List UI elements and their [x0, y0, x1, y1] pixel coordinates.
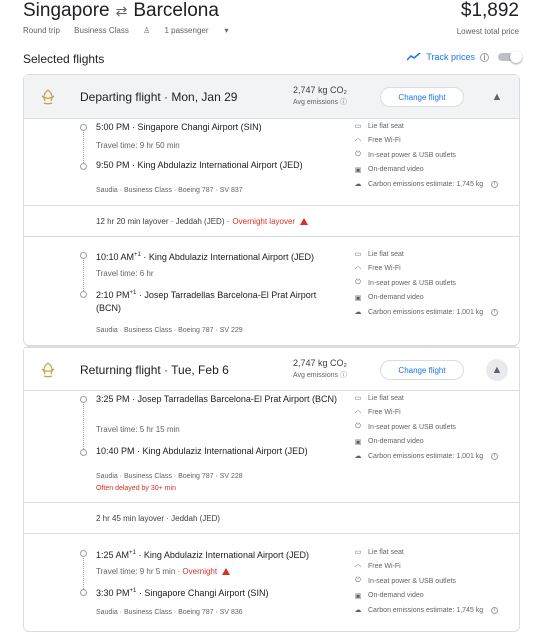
info-icon[interactable]: i — [491, 309, 498, 316]
power-icon: ⏻ — [355, 577, 361, 585]
seat-icon: ▭ — [354, 395, 362, 403]
amenity-item — [354, 276, 514, 291]
amenity-label: Lie flat seat — [368, 122, 404, 130]
arrival-dot — [80, 163, 87, 170]
saudia-logo-icon — [38, 87, 58, 107]
amenity-label: On-demand video — [368, 438, 424, 446]
arrival-dot — [80, 291, 87, 298]
departure-time: 3:25 PM — [96, 394, 130, 404]
travel-time-text: Travel time: 9 hr 5 min · — [96, 567, 181, 576]
departure-stop: 5:00 PM · Singapore Changi Airport (SIN) — [96, 122, 262, 132]
wifi-icon: ◠ — [354, 137, 362, 145]
amenity-label: Free Wi-Fi — [368, 265, 401, 273]
amenity-item — [354, 449, 514, 464]
arrival-time: 3:30 PM — [96, 588, 130, 598]
warning-icon — [300, 218, 308, 225]
departure-stop: 1:25 $AM^{+1}$ · King Abdulaziz International Airport (JED) — [96, 550, 309, 560]
timeline-line — [83, 404, 84, 449]
seat-icon: ▭ — [354, 123, 362, 131]
layover-text: 2 hr 45 min layover · Jeddah (JED) — [96, 513, 221, 523]
arrival-time: 10:40 PM — [96, 446, 135, 456]
overnight-warning: Overnight — [182, 567, 218, 576]
track-prices-label: Track prices — [426, 52, 475, 62]
amenities-list — [354, 545, 514, 618]
returning-flight-title: Returning flight · Tue, Feb 6 — [80, 363, 229, 377]
price-note: Lowest total price — [456, 27, 519, 36]
co2-estimate — [293, 85, 347, 107]
amenity-label: Lie flat seat — [368, 548, 404, 556]
arrival-airport: King Abdulaziz International Airport (JED) — [142, 446, 308, 456]
departure-dot — [80, 252, 87, 259]
amenity-item — [354, 134, 514, 149]
amenity-item — [354, 589, 514, 604]
passenger-selector[interactable] — [143, 26, 240, 35]
amenity-label: In-seat power & USB outlets — [368, 279, 456, 287]
timeline-line — [83, 260, 84, 291]
seat-icon: ▭ — [354, 549, 362, 557]
chevron-up-icon[interactable]: ▲ — [491, 91, 503, 103]
co2-note-label: Avg emissions — [293, 99, 339, 106]
departure-stop: 10:10 $AM^{+1}$ · King Abdulaziz International Airport (JED) — [96, 252, 314, 262]
departure-airport: King Abdulaziz International Airport (JED) — [148, 252, 314, 262]
arrival-stop: 10:40 PM · King Abdulaziz International Airport (JED) — [96, 446, 308, 456]
seat-icon: ▭ — [354, 251, 362, 259]
departing-flight-header — [24, 75, 519, 119]
trip-type[interactable]: Round trip — [23, 26, 60, 35]
swap-icon: ⇄ — [115, 3, 128, 19]
change-flight-button[interactable]: Change flight — [380, 87, 464, 107]
travel-time: Travel time: 6 hr — [96, 269, 154, 278]
arrival-time: 9:50 PM — [96, 160, 130, 170]
co2-note-label: Avg emissions — [293, 372, 339, 379]
amenities-list — [354, 391, 514, 464]
co2-note — [293, 97, 347, 107]
wifi-icon: ◠ — [354, 409, 362, 417]
amenity-item — [354, 291, 514, 306]
change-flight-button[interactable]: Change flight — [380, 360, 464, 380]
amenity-item — [354, 574, 514, 589]
day-offset: +1 — [129, 550, 136, 556]
trend-icon — [407, 53, 421, 61]
co2-icon: ☁ — [354, 453, 362, 461]
amenity-item — [354, 262, 514, 277]
departure-time: 5:00 PM — [96, 122, 130, 132]
amenity-label: Lie flat seat — [368, 250, 404, 258]
carbon-estimate: Carbon emissions estimate: 1,001 kg — [368, 452, 484, 460]
amenity-item — [354, 560, 514, 575]
info-icon[interactable]: i — [491, 453, 498, 460]
returning-flight-card — [23, 346, 520, 632]
video-icon: ▣ — [354, 166, 362, 174]
flight-details: Saudia · Business Class · Boeing 787 · SV 229 — [96, 327, 243, 334]
amenity-item — [354, 545, 514, 560]
day-offset: +1 — [129, 588, 137, 594]
amenity-label: Free Wi-Fi — [368, 137, 401, 145]
layover-text: 12 hr 20 min layover · Jeddah (JED) · — [96, 216, 230, 226]
departure-airport: King Abdulaziz International Airport (JED) — [143, 550, 309, 560]
co2-icon: ☁ — [354, 309, 362, 317]
amenity-item — [354, 406, 514, 421]
co2-value: 2,747 kg CO₂ — [293, 85, 348, 95]
travel-time: Travel time: 9 hr 50 min — [96, 141, 180, 150]
timeline-line — [83, 132, 84, 163]
day-offset: +1 — [134, 252, 141, 258]
wifi-icon: ◠ — [354, 265, 362, 273]
amenity-label: In-seat power & USB outlets — [368, 577, 456, 585]
departure-dot — [80, 124, 87, 131]
arrival-stop: 2:10 $PM^{+1}$ · Josep Tarradellas Barcelona-El Prat Airport (BCN) — [96, 290, 317, 313]
departure-dot — [80, 550, 87, 557]
co2-icon: ☁ — [354, 607, 362, 615]
arrival-airport: Singapore Changi Airport (SIN) — [144, 588, 269, 598]
wifi-icon: ◠ — [354, 563, 362, 571]
co2-icon: ☁ — [354, 181, 362, 189]
info-icon[interactable]: i — [491, 181, 498, 188]
amenity-item — [354, 119, 514, 134]
departure-time: 10:10 AM — [96, 252, 135, 262]
amenity-item — [354, 305, 514, 320]
layover-info — [24, 205, 519, 237]
amenity-label: On-demand video — [368, 294, 424, 302]
video-icon: ▣ — [354, 294, 362, 302]
track-prices-toggle[interactable] — [498, 53, 520, 61]
flight-details: Saudia · Business Class · Boeing 787 · SV 837 — [96, 187, 243, 194]
arrival-airport: Josep Tarradellas Barcelona-El Prat Airport (BCN) — [96, 290, 317, 313]
destination-city: Barcelona — [133, 0, 219, 21]
delay-warning: Often delayed by 30+ min — [96, 485, 176, 492]
carbon-estimate: Carbon emissions estimate: 1,745 kg — [368, 606, 484, 614]
saudia-logo-icon — [38, 360, 58, 380]
chevron-down-icon: ▾ — [224, 26, 229, 35]
flight-details: Saudia · Business Class · Boeing 787 · SV 228 — [96, 473, 243, 480]
amenity-item — [354, 391, 514, 406]
arrival-stop: 3:30 $PM^{+1}$ · Singapore Changi Airport (SIN) — [96, 588, 269, 598]
trip-header — [23, 0, 523, 40]
video-icon: ▣ — [354, 592, 362, 600]
departure-dot — [80, 396, 87, 403]
info-icon[interactable]: i — [491, 607, 498, 614]
amenity-item — [354, 163, 514, 178]
departure-time: 1:25 AM — [96, 550, 130, 560]
layover-info — [24, 502, 519, 534]
amenity-label: Free Wi-Fi — [368, 563, 401, 571]
amenity-label: In-seat power & USB outlets — [368, 423, 456, 431]
day-offset: +1 — [129, 290, 137, 296]
amenity-label: On-demand video — [368, 166, 424, 174]
carbon-estimate: Carbon emissions estimate: 1,001 kg — [368, 308, 484, 316]
departure-stop: 3:25 PM · Josep Tarradellas Barcelona-El Prat Airport (BCN) — [96, 394, 337, 404]
info-icon[interactable]: i — [480, 53, 489, 62]
power-icon: ⏻ — [355, 151, 361, 159]
trip-options — [23, 26, 253, 35]
total-price: $1,892 — [460, 0, 519, 21]
arrival-airport: King Abdulaziz International Airport (JED) — [137, 160, 303, 170]
info-icon[interactable]: ⓘ — [339, 372, 347, 379]
person-icon: ♙ — [143, 26, 153, 35]
info-icon[interactable]: ⓘ — [339, 99, 347, 106]
arrival-stop: 9:50 PM · King Abdulaziz International Airport (JED) — [96, 160, 303, 170]
amenity-label: On-demand video — [368, 592, 424, 600]
chevron-up-icon[interactable]: ▲ — [486, 359, 508, 381]
amenity-item — [354, 603, 514, 618]
returning-flight-header — [24, 347, 519, 391]
amenity-label: In-seat power & USB outlets — [368, 151, 456, 159]
timeline-line — [83, 558, 84, 589]
amenity-label: Free Wi-Fi — [368, 409, 401, 417]
departing-flight-card — [23, 74, 520, 346]
amenity-item — [354, 420, 514, 435]
amenity-item — [354, 148, 514, 163]
passenger-count: 1 passenger — [164, 26, 209, 35]
departure-airport: Singapore Changi Airport (SIN) — [137, 122, 262, 132]
cabin-class[interactable]: Business Class — [74, 26, 129, 35]
arrival-dot — [80, 589, 87, 596]
amenity-label: Lie flat seat — [368, 394, 404, 402]
amenities-list — [354, 119, 514, 192]
co2-estimate — [293, 358, 347, 380]
power-icon: ⏻ — [355, 423, 361, 431]
track-prices[interactable] — [407, 52, 520, 62]
amenity-item — [354, 435, 514, 450]
travel-time — [96, 567, 230, 576]
route-title — [23, 0, 219, 22]
carbon-estimate: Carbon emissions estimate: 1,745 kg — [368, 180, 484, 188]
amenity-item — [354, 247, 514, 262]
power-icon: ⏻ — [355, 279, 361, 287]
co2-note — [293, 370, 347, 380]
warning-icon — [222, 568, 230, 575]
flight-details: Saudia · Business Class · Boeing 787 · SV 836 — [96, 609, 243, 616]
amenities-list — [354, 247, 514, 320]
layover-warning: Overnight layover — [232, 216, 296, 226]
arrival-dot — [80, 449, 87, 456]
travel-time: Travel time: 5 hr 15 min — [96, 425, 180, 434]
departing-flight-title: Departing flight · Mon, Jan 29 — [80, 90, 238, 104]
section-title: Selected flights — [23, 52, 105, 66]
origin-city: Singapore — [23, 0, 110, 21]
amenity-item — [354, 177, 514, 192]
co2-value: 2,747 kg CO₂ — [293, 358, 348, 368]
arrival-time: 2:10 PM — [96, 290, 130, 300]
departure-airport: Josep Tarradellas Barcelona-El Prat Airport (BCN) — [137, 394, 337, 404]
video-icon: ▣ — [354, 438, 362, 446]
